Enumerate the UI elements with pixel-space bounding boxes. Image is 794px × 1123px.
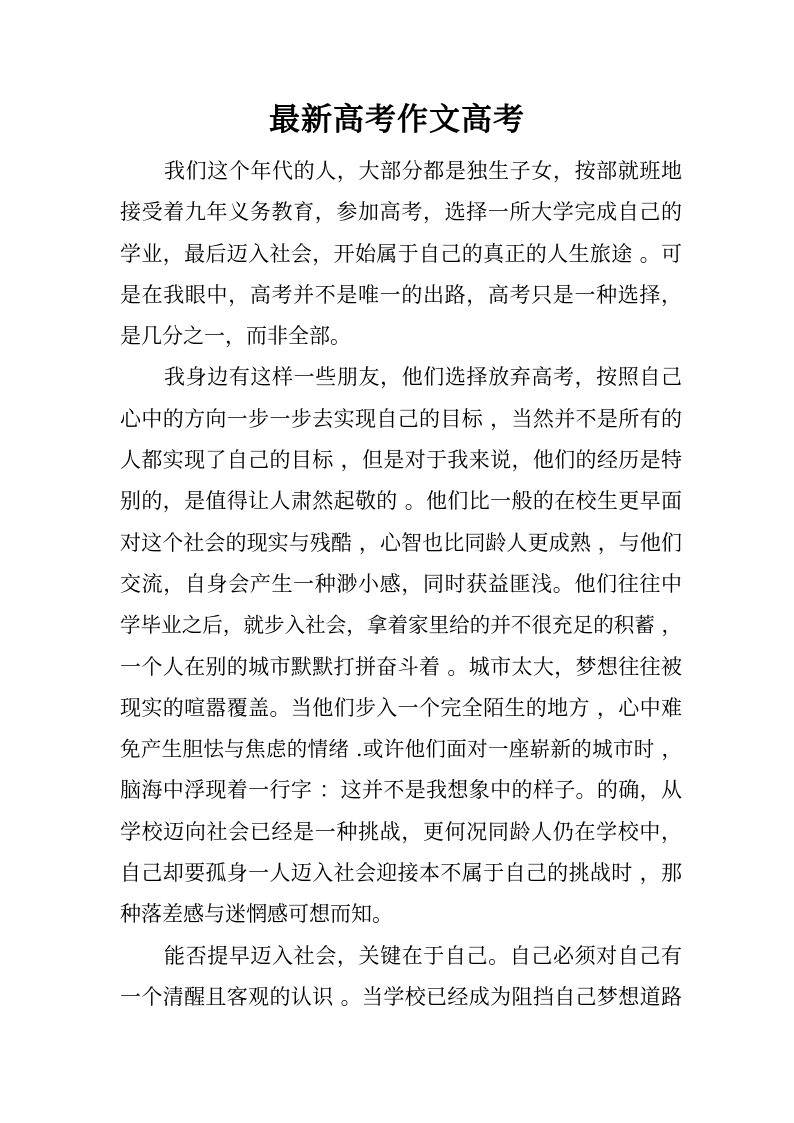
text-line: 种落差感与迷惘感可想而知。	[120, 902, 393, 927]
text-line: 对这个社会的现实与残酷 ，心智也比同龄人更成熟 ，与他们	[120, 530, 682, 555]
paragraph	[120, 151, 682, 357]
text-line: 现实的喧嚣覆盖。当他们步入一个完全陌生的地方 ，心中难	[120, 695, 682, 720]
document-body	[120, 151, 682, 1018]
text-line: 我们这个年代的人，大部分都是独生子女，按部就班地	[164, 159, 682, 183]
text-line: 免产生胆怯与焦虑的情绪 .或许他们面对一座崭新的城市时 ，	[120, 737, 682, 762]
text-line: 接受着九年义务教育，参加高考，选择一所大学完成自己的	[120, 200, 682, 225]
text-line: 我身边有这样一些朋友，他们选择放弃高考，按照自己	[164, 365, 682, 390]
text-line: 学校迈向社会已经是一种挑战，更何况同龄人仍在学校中，	[120, 819, 682, 844]
text-line: 学业，最后迈入社会，开始属于自己的真正的人生旅途 。可	[120, 241, 682, 266]
text-line: 脑海中浮现着一行字 ：这并不是我想象中的样子。的确，从	[120, 778, 682, 803]
text-line: 别的，是值得让人肃然起敬的 。他们比一般的在校生更早面	[120, 489, 682, 514]
paragraph	[120, 357, 682, 935]
document-title: 最新高考作文高考	[269, 102, 525, 138]
text-line: 是在我眼中，高考并不是唯一的出路，高考只是一种选择，	[120, 282, 682, 307]
text-line: 自己却要孤身一人迈入社会迎接本不属于自己的挑战时 ，那	[120, 861, 682, 886]
text-line: 是几分之一，而非全部。	[120, 324, 351, 349]
paragraph	[120, 936, 682, 1019]
text-line: 交流，自身会产生一种渺小感，同时获益匪浅。他们往往中	[120, 571, 682, 596]
text-line: 一个人在别的城市默默打拼奋斗着 。城市太大，梦想往往被	[120, 654, 682, 679]
text-line: 学毕业之后，就步入社会，拿着家里给的并不很充足的积蓄 ，	[120, 613, 682, 638]
text-line: 心中的方向一步一步去实现自己的目标 ，当然并不是所有的	[120, 406, 682, 431]
text-line: 一个清醒且客观的认识 。当学校已经成为阻挡自己梦想道路	[120, 984, 682, 1009]
text-line: 人都实现了自己的目标 ，但是对于我来说，他们的经历是特	[120, 448, 682, 473]
text-line: 能否提早迈入社会，关键在于自己。自己必须对自己有	[164, 943, 682, 968]
